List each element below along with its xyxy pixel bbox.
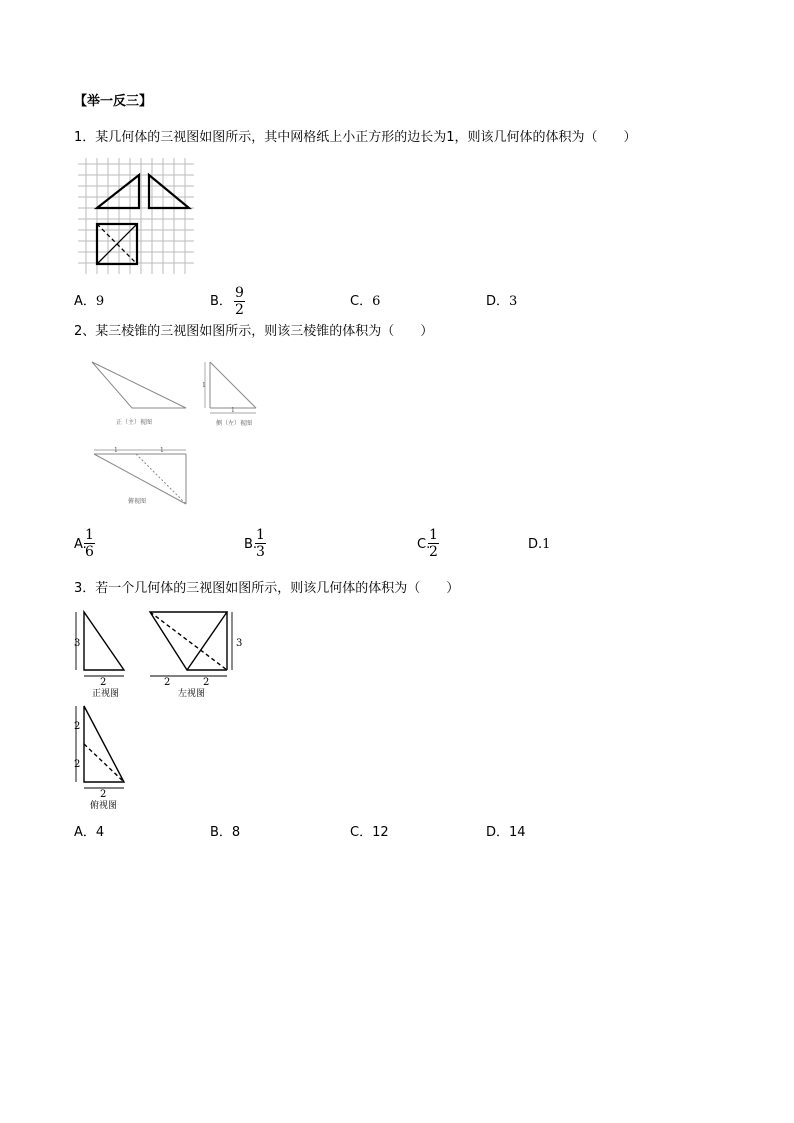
question-3-figure (72, 606, 252, 816)
q3-top-width-label: 2 (100, 789, 107, 800)
question-1-grid-figure (76, 156, 196, 276)
question-2-option-c-label[interactable]: C. (417, 537, 431, 552)
question-3-option-a[interactable]: A．4 (74, 825, 105, 840)
question-2-option-c-fraction: $\frac{1}{2}$ (429, 527, 438, 560)
section-title: 【举一反三】 (74, 94, 153, 109)
q3-top-lower-label: 2 (74, 759, 81, 770)
q2-side-width-label: 1 (231, 407, 235, 414)
question-2-option-d[interactable]: D.1 (528, 537, 551, 552)
q3-top-upper-label: 2 (74, 721, 81, 732)
q3-front-width-label: 2 (100, 677, 107, 688)
question-2-option-b-fraction: $\frac{1}{3}$ (256, 527, 265, 560)
q3-left-width-left-label: 2 (164, 677, 171, 688)
q3-left-height-label: 3 (236, 638, 243, 649)
question-3-option-d[interactable]: D．14 (486, 825, 526, 840)
question-2-option-a-fraction: $\frac{1}{6}$ (85, 527, 94, 560)
q3-front-view-caption: 正视图 (92, 689, 120, 699)
q2-top-left-label: 1 (114, 447, 118, 454)
question-1-option-b-label[interactable]: B． (210, 294, 232, 309)
question-1-option-c[interactable]: C．6 (350, 294, 381, 309)
q2-top-right-label: 1 (160, 447, 164, 454)
question-3-stem: 3．若一个几何体的三视图如图所示，则该几何体的体积为（ ） (74, 581, 460, 596)
question-2-stem: 2、某三棱锥的三视图如图所示，则该三棱锥的体积为（ ） (74, 324, 434, 339)
q2-front-view-caption: 正（主）视图 (116, 419, 153, 426)
question-1-option-a[interactable]: A．9 (74, 294, 105, 309)
q3-left-view-caption: 左视图 (178, 689, 206, 699)
q3-left-width-right-label: 2 (203, 677, 210, 688)
q2-side-view-caption: 侧（左）视图 (216, 420, 253, 427)
question-1-option-d[interactable]: D．3 (486, 294, 518, 309)
q2-top-view-caption: 俯视图 (128, 498, 147, 505)
question-2-option-b-label[interactable]: B. (244, 537, 258, 552)
question-3-option-c[interactable]: C．12 (350, 825, 389, 840)
q3-front-height-label: 3 (74, 638, 81, 649)
question-1-option-b-fraction: $\frac{9}{2}$ (235, 285, 244, 318)
q2-side-height-label: 1 (202, 382, 206, 389)
question-1-stem: 1．某几何体的三视图如图所示，其中网格纸上小正方形的边长为1，则该几何体的体积为（ ） (74, 130, 637, 145)
q3-top-view-caption: 俯视图 (90, 801, 118, 811)
question-2-option-a-label[interactable]: A. (74, 537, 87, 552)
question-2-figure (86, 352, 276, 512)
question-3-option-b[interactable]: B．8 (210, 825, 241, 840)
